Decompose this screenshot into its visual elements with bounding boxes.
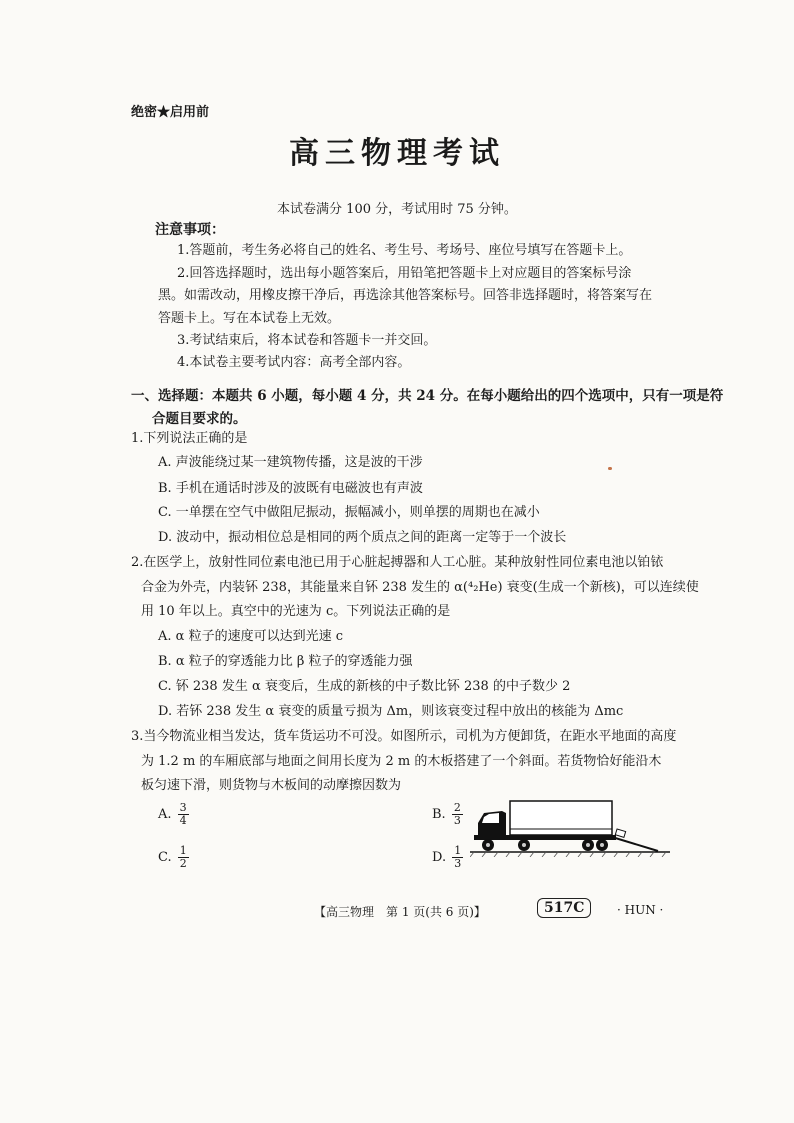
q3-option-d-label: D.: [432, 850, 447, 865]
q2-stem-1: 2.在医学上，放射性同位素电池已用于心脏起搏器和人工心脏。某种放射性同位素电池以铂铱: [131, 555, 664, 570]
q1-option-d: D. 波动中，振动相位总是相同的两个质点之间的距离一定等于一个波长: [158, 530, 567, 545]
q3-option-a-denominator: 4: [179, 814, 187, 827]
q3-option-c: [158, 845, 189, 870]
region-code: · HUN ·: [617, 903, 664, 917]
q2-stem-3: 用 10 年以上。真空中的光速为 c。下列说法正确的是: [141, 604, 451, 619]
secret-mark: 绝密★启用前: [131, 105, 210, 120]
section-title-cont: 合题目要求的。: [152, 411, 247, 427]
exam-code-badge: 517C: [537, 898, 591, 918]
q3-stem-1: 3.当今物流业相当发达，货车货运功不可没。如图所示，司机为方便卸货，在距水平地面的高度: [131, 729, 677, 744]
q3-stem-3: 板匀速下滑，则货物与木板间的动摩擦因数为: [141, 778, 402, 793]
exam-subtitle: 本试卷满分 100 分，考试用时 75 分钟。: [277, 202, 517, 217]
page-footer-label: 【高三物理 第 1 页(共 6 页)】: [314, 905, 486, 919]
q3-option-c-numerator: 1: [179, 844, 187, 857]
q3-option-d-numerator: 1: [454, 844, 462, 857]
q2-option-b: B. α 粒子的穿透能力比 β 粒子的穿透能力强: [158, 654, 413, 669]
q3-option-b-denominator: 3: [453, 814, 461, 827]
q2-stem-2: 合金为外壳，内装钚 238，其能量来自钚 238 发生的 α(⁴₂He) 衰变(生成一个新核)，可以连续使: [141, 580, 699, 595]
q2-option-a: A. α 粒子的速度可以达到光速 c: [158, 629, 343, 644]
notice-heading: 注意事项：: [155, 222, 225, 238]
notice-line-5: 3.考试结束后，将本试卷和答题卡一并交回。: [177, 333, 437, 348]
q3-option-b-label: B.: [432, 807, 446, 822]
page-title: 高三物理考试: [289, 136, 505, 171]
q3-option-b-numerator: 2: [453, 801, 461, 814]
scan-speck: [608, 467, 612, 470]
q3-option-a-label: A.: [158, 807, 172, 822]
q3-option-b: [432, 802, 463, 827]
q1-stem: 1.下列说法正确的是: [131, 431, 248, 446]
q1-option-a: A. 声波能绕过某一建筑物传播，这是波的干涉: [158, 455, 423, 470]
q3-option-d-fraction: [452, 845, 463, 870]
q3-option-c-label: C.: [158, 850, 172, 865]
notice-line-4: 答题卡上。写在本试卷上无效。: [158, 311, 341, 326]
notice-line-3: 黑。如需改动，用橡皮擦干净后，再选涂其他答案标号。回答非选择题时，将答案写在: [158, 288, 653, 303]
cargo-box: [615, 829, 625, 837]
q2-option-c: C. 钚 238 发生 α 衰变后，生成的新核的中子数比钚 238 的中子数少 2: [158, 679, 571, 694]
q3-option-a-numerator: 3: [179, 801, 187, 814]
section-title: 一、选择题：本题共 6 小题，每小题 4 分，共 24 分。在每小题给出的四个选项中，只有一项是符: [131, 388, 724, 404]
ramp-plank: [612, 837, 658, 851]
notice-line-2: 2.回答选择题时，选出每小题答案后，用铅笔把答题卡上对应题目的答案标号涂: [177, 266, 632, 281]
q2-option-d: D. 若钚 238 发生 α 衰变的质量亏损为 Δm，则该衰变过程中放出的核能为 Δmc: [158, 704, 624, 719]
q3-option-a: [158, 802, 189, 827]
q1-option-c: C. 一单摆在空气中做阻尼振动，振幅减小，则单摆的周期也在减小: [158, 505, 540, 520]
notice-line-6: 4.本试卷主要考试内容：高考全部内容。: [177, 355, 411, 370]
q3-option-c-denominator: 2: [179, 857, 187, 870]
q3-option-d-denominator: 3: [454, 857, 462, 870]
q1-option-b: B. 手机在通话时涉及的波既有电磁波也有声波: [158, 481, 423, 496]
q3-option-a-fraction: [178, 802, 189, 827]
notice-line-1: 1.答题前，考生务必将自己的姓名、考生号、考场号、座位号填写在答题卡上。: [177, 243, 632, 258]
truck-icon: [474, 801, 616, 851]
truck-ramp-figure: [470, 795, 670, 857]
q3-option-d: [432, 845, 463, 870]
q3-option-b-fraction: [452, 802, 463, 827]
q3-option-c-fraction: [178, 845, 189, 870]
q3-stem-2: 为 1.2 m 的车厢底部与地面之间用长度为 2 m 的木板搭建了一个斜面。若货物恰好能沿木: [141, 754, 662, 769]
